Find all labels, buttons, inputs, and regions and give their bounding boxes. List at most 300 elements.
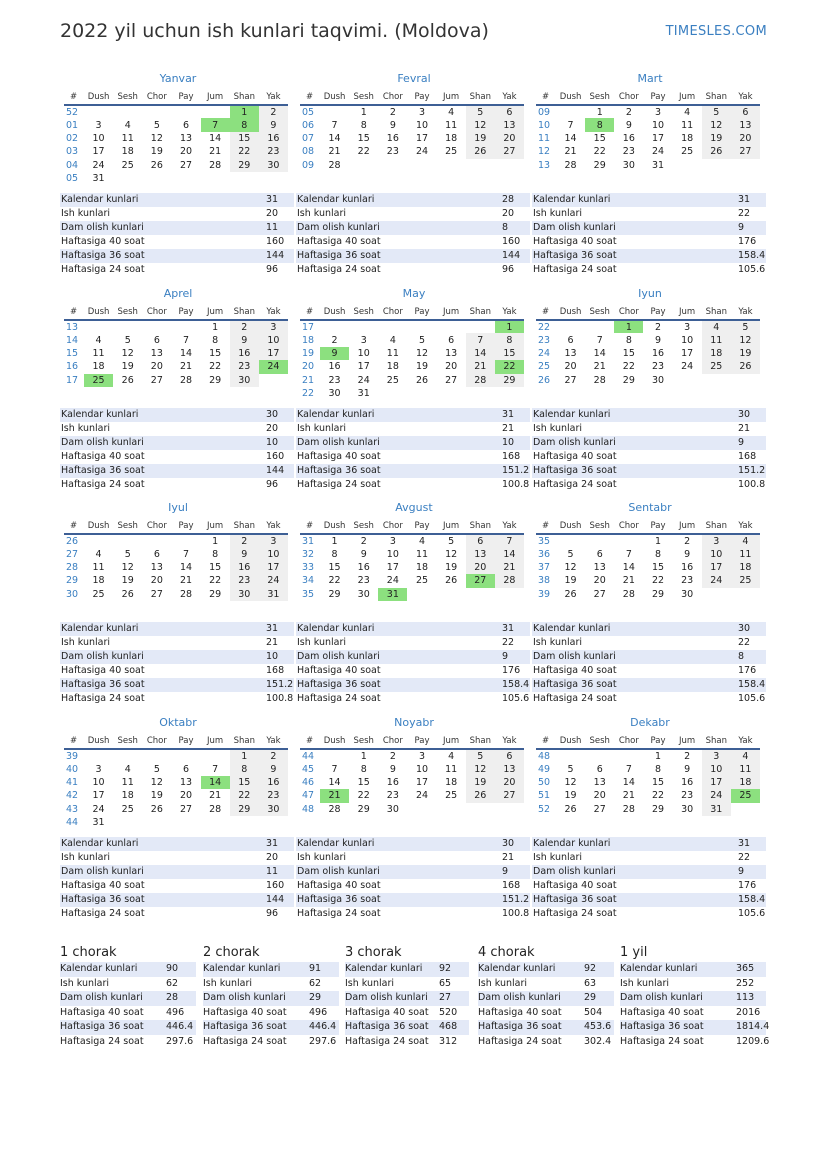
stat-label: Dam olish kunlari xyxy=(533,866,616,877)
day-cell: 6 xyxy=(182,763,190,775)
day-cell: 3 xyxy=(418,106,426,118)
day-cell: 4 xyxy=(731,534,760,547)
day-cell: 16 xyxy=(622,132,635,144)
month-sentabr xyxy=(536,501,764,601)
weekday-header: Yak xyxy=(259,90,288,105)
quarter-value: 446.4 xyxy=(166,1021,194,1032)
day-cell xyxy=(84,105,113,118)
week-number: 41 xyxy=(66,776,79,788)
day-cell: 19 xyxy=(564,790,577,802)
stat-label: Ish kunlari xyxy=(533,637,583,648)
stat-label: Haftasiga 36 soat xyxy=(533,465,617,476)
day-cell: 11 xyxy=(445,763,458,775)
day-cell: 5 xyxy=(466,105,495,118)
day-cell: 4 xyxy=(95,334,102,346)
day-cell: 25 xyxy=(386,374,399,386)
day-cell: 6 xyxy=(182,119,190,131)
day-cell: 20 xyxy=(466,561,495,574)
stat-row xyxy=(532,692,766,706)
quarter-row xyxy=(620,1035,770,1050)
stat-value: 31 xyxy=(738,838,751,849)
quarter-value: 297.6 xyxy=(166,1035,194,1047)
day-cell: 5 xyxy=(124,334,131,346)
weekday-header: Shan xyxy=(466,90,495,105)
day-cell: 21 xyxy=(179,575,193,587)
day-cell: 19 xyxy=(150,790,163,802)
stat-label: Haftasiga 36 soat xyxy=(297,250,381,261)
weekday-header: Dush xyxy=(84,305,113,320)
day-cell: 23 xyxy=(681,575,694,587)
day-cell: 17 xyxy=(92,790,105,802)
quarter-label: Haftasiga 36 soat xyxy=(60,1021,144,1032)
stat-label: Haftasiga 40 soat xyxy=(297,880,381,891)
stat-row xyxy=(296,692,530,706)
month-name: Iyul xyxy=(168,501,188,514)
day-cell: 13 xyxy=(593,776,606,788)
stat-label: Haftasiga 40 soat xyxy=(297,665,381,676)
day-cell xyxy=(171,172,200,185)
day-cell: 19 xyxy=(150,146,163,158)
stat-row xyxy=(60,263,294,277)
quarter-row xyxy=(478,991,614,1006)
weekday-header: Jum xyxy=(201,90,230,105)
weekday-header: Shan xyxy=(466,519,495,534)
weekday-header: Pay xyxy=(171,305,200,320)
quarter-label: Ish kunlari xyxy=(478,977,528,989)
day-cell: 10 xyxy=(357,347,370,359)
stat-label: Haftasiga 40 soat xyxy=(61,880,145,891)
week-row xyxy=(300,132,524,145)
day-cell: 20 xyxy=(495,132,524,145)
day-cell: 26 xyxy=(121,588,134,600)
quarter-label: Haftasiga 24 soat xyxy=(620,1035,704,1047)
day-cell xyxy=(113,172,142,185)
week-number: 23 xyxy=(538,334,551,346)
day-cell: 8 xyxy=(360,763,367,775)
day-cell: 9 xyxy=(654,334,662,346)
quarter-row xyxy=(478,1006,614,1021)
month-aprel xyxy=(64,287,292,387)
week-number: 06 xyxy=(302,119,315,131)
day-cell xyxy=(407,387,436,400)
quarter-value: 312 xyxy=(439,1035,458,1047)
stat-label: Haftasiga 24 soat xyxy=(61,479,145,490)
day-cell: 3 xyxy=(259,320,288,333)
day-cell: 9 xyxy=(360,548,367,560)
stat-label: Kalendar kunlari xyxy=(533,409,611,420)
quarter-rows xyxy=(478,962,614,1049)
day-cell: 2 xyxy=(259,105,288,118)
weekday-header: Shan xyxy=(230,519,259,534)
day-cell: 25 xyxy=(731,789,760,802)
weekday-header: Chor xyxy=(378,734,407,749)
stat-label: Haftasiga 36 soat xyxy=(297,679,381,690)
stat-value: 160 xyxy=(502,236,521,247)
day-cell: 27 xyxy=(731,145,760,158)
stat-row xyxy=(532,436,766,450)
weekday-header: Pay xyxy=(643,519,672,534)
quarter-label: Haftasiga 36 soat xyxy=(478,1021,562,1032)
weekday-header: Dush xyxy=(320,734,349,749)
day-cell: 23 xyxy=(259,145,288,158)
day-cell: 31 xyxy=(92,173,105,185)
stat-label: Haftasiga 40 soat xyxy=(297,451,381,462)
day-cell: 15 xyxy=(230,776,259,789)
quarter-value: 468 xyxy=(439,1021,458,1032)
day-cell: 28 xyxy=(622,803,635,815)
day-cell: 27 xyxy=(179,803,193,815)
day-cell: 13 xyxy=(731,118,760,131)
stat-label: Haftasiga 24 soat xyxy=(533,908,617,919)
week-row xyxy=(300,574,524,587)
weekday-header: Jum xyxy=(437,305,466,320)
week-number: 26 xyxy=(538,374,551,386)
stat-value: 100.8 xyxy=(738,479,766,490)
stat-value: 176 xyxy=(738,665,757,676)
quarter-title: 2 chorak xyxy=(203,945,260,960)
day-cell: 8 xyxy=(495,333,524,346)
day-cell: 19 xyxy=(564,575,577,587)
day-cell: 22 xyxy=(209,361,222,373)
week-row xyxy=(300,320,524,333)
week-row xyxy=(64,145,288,158)
stat-row xyxy=(532,907,766,921)
quarter-row xyxy=(620,962,766,977)
day-cell: 21 xyxy=(328,146,341,158)
stat-value: 8 xyxy=(502,222,509,233)
day-cell: 30 xyxy=(357,588,370,600)
day-cell: 13 xyxy=(466,547,495,560)
stat-row xyxy=(296,408,530,422)
day-cell: 10 xyxy=(702,762,731,775)
day-cell: 10 xyxy=(651,119,665,131)
day-cell: 13 xyxy=(564,347,577,359)
day-cell: 26 xyxy=(121,374,134,386)
day-cell: 31 xyxy=(259,588,288,601)
day-cell: 26 xyxy=(415,374,429,386)
day-cell: 5 xyxy=(448,535,455,547)
stat-value: 151.2 xyxy=(502,894,530,905)
week-row xyxy=(536,347,760,360)
stat-label: Haftasiga 40 soat xyxy=(61,451,145,462)
day-cell: 14 xyxy=(209,132,222,144)
weekday-header: Yak xyxy=(495,305,524,320)
quarter-label: Haftasiga 40 soat xyxy=(203,1006,287,1018)
stat-row xyxy=(60,650,294,664)
week-row xyxy=(300,776,524,789)
stat-row xyxy=(60,851,294,865)
month-stats xyxy=(296,837,530,921)
stat-row xyxy=(532,464,766,478)
week-number: 21 xyxy=(302,374,315,386)
stat-label: Ish kunlari xyxy=(533,208,583,219)
week-row xyxy=(300,105,524,118)
day-cell xyxy=(585,534,614,547)
stat-row xyxy=(532,249,766,263)
day-cell: 28 xyxy=(593,374,606,386)
day-cell: 29 xyxy=(495,374,524,387)
weekday-header: Jum xyxy=(673,305,702,320)
stat-value: 176 xyxy=(502,665,521,676)
stat-value: 31 xyxy=(738,194,751,205)
day-cell: 15 xyxy=(209,347,222,359)
day-cell: 28 xyxy=(179,374,193,386)
stat-value: 144 xyxy=(266,465,285,476)
stat-label: Kalendar kunlari xyxy=(61,623,139,634)
stat-value: 144 xyxy=(266,250,285,261)
day-cell: 19 xyxy=(731,347,760,360)
day-cell xyxy=(171,816,200,829)
quarter-block xyxy=(60,943,196,1049)
day-cell: 18 xyxy=(445,776,458,788)
week-number: 47 xyxy=(302,790,315,802)
quarter-label: Dam olish kunlari xyxy=(60,992,143,1003)
day-cell: 15 xyxy=(357,776,370,788)
day-cell: 30 xyxy=(622,159,635,171)
quarter-title: 4 chorak xyxy=(478,945,535,960)
day-cell: 28 xyxy=(328,803,341,815)
stat-value: 100.8 xyxy=(266,693,294,704)
quarter-value: 2016 xyxy=(736,1006,761,1018)
weekday-header: Chor xyxy=(614,305,643,320)
day-cell xyxy=(201,749,230,762)
stat-value: 31 xyxy=(502,409,515,420)
stat-row xyxy=(296,450,530,464)
day-cell: 23 xyxy=(230,574,259,587)
day-cell: 28 xyxy=(564,159,577,171)
day-cell: 1 xyxy=(331,535,338,547)
quarter-label: Haftasiga 36 soat xyxy=(620,1021,704,1032)
day-cell: 3 xyxy=(418,750,426,762)
day-cell xyxy=(201,172,230,185)
day-cell: 3 xyxy=(259,534,288,547)
weekday-header: Sesh xyxy=(585,305,614,320)
day-cell: 1 xyxy=(495,320,524,333)
day-cell: 30 xyxy=(386,803,399,815)
day-cell: 6 xyxy=(596,548,603,560)
day-cell: 6 xyxy=(596,763,603,775)
day-cell: 21 xyxy=(622,575,635,587)
week-row xyxy=(64,333,288,346)
quarter-value: 252 xyxy=(736,977,755,989)
day-cell xyxy=(466,159,495,172)
day-cell xyxy=(673,374,702,387)
month-calendar-table xyxy=(300,305,524,400)
weekday-header: Sesh xyxy=(113,519,142,534)
day-cell: 16 xyxy=(386,776,399,788)
stat-label: Dam olish kunlari xyxy=(297,651,380,662)
day-cell: 7 xyxy=(331,763,338,775)
day-cell: 2 xyxy=(230,320,259,333)
day-cell: 19 xyxy=(466,776,495,789)
quarter-row xyxy=(345,1035,469,1050)
day-cell: 21 xyxy=(495,561,524,574)
weekday-header: Pay xyxy=(407,305,436,320)
day-cell: 26 xyxy=(702,145,731,158)
day-cell xyxy=(731,803,760,816)
day-cell: 9 xyxy=(389,119,396,131)
stat-value: 9 xyxy=(738,437,745,448)
stat-label: Kalendar kunlari xyxy=(297,623,375,634)
day-cell: 4 xyxy=(448,106,455,118)
quarter-block xyxy=(478,943,614,1049)
stat-value: 30 xyxy=(502,838,515,849)
day-cell: 26 xyxy=(150,159,163,171)
weekday-header: Dush xyxy=(556,519,585,534)
day-cell: 14 xyxy=(622,561,635,573)
stat-value: 22 xyxy=(502,637,515,648)
weekday-header: Jum xyxy=(673,519,702,534)
day-cell: 18 xyxy=(386,361,399,373)
week-row xyxy=(64,132,288,145)
day-cell: 25 xyxy=(702,360,731,373)
week-number: 04 xyxy=(66,159,79,171)
month-stats xyxy=(296,622,530,706)
quarter-value: 92 xyxy=(584,963,597,974)
month-fevral xyxy=(300,72,528,172)
stat-label: Ish kunlari xyxy=(61,852,111,863)
stat-row xyxy=(532,263,766,277)
stat-row xyxy=(60,678,294,692)
stat-row xyxy=(296,907,530,921)
stat-value: 20 xyxy=(266,423,279,434)
weekday-header: Dush xyxy=(556,305,585,320)
day-cell: 16 xyxy=(230,347,259,360)
day-cell: 26 xyxy=(150,803,163,815)
brand-logo-link[interactable]: TIMESLES.COM xyxy=(665,24,767,39)
day-cell: 7 xyxy=(466,333,495,346)
month-avgust xyxy=(300,501,528,601)
stat-row xyxy=(60,907,294,921)
day-cell: 17 xyxy=(259,561,288,574)
stat-value: 9 xyxy=(502,866,509,877)
stat-value: 144 xyxy=(266,894,285,905)
weekday-header: Yak xyxy=(731,305,760,320)
quarter-row xyxy=(203,962,339,977)
weekday-header: Yak xyxy=(495,734,524,749)
day-cell xyxy=(437,588,466,601)
day-cell: 18 xyxy=(681,132,694,144)
week-row xyxy=(64,816,288,829)
day-cell: 18 xyxy=(121,790,134,802)
day-cell: 20 xyxy=(179,146,193,158)
day-cell: 18 xyxy=(121,146,134,158)
stat-label: Haftasiga 36 soat xyxy=(61,465,145,476)
day-cell: 5 xyxy=(153,119,160,131)
day-cell: 20 xyxy=(593,575,606,587)
quarter-row xyxy=(345,1020,469,1035)
month-name: Iyun xyxy=(638,287,662,300)
month-name: Mart xyxy=(637,72,663,85)
day-cell: 9 xyxy=(684,548,691,560)
weekday-header: Chor xyxy=(378,90,407,105)
day-cell: 8 xyxy=(625,334,632,346)
stat-row xyxy=(60,879,294,893)
day-cell: 20 xyxy=(564,361,577,373)
week-number: 16 xyxy=(66,361,79,373)
weekday-header: Pay xyxy=(171,519,200,534)
stat-value: 21 xyxy=(502,423,515,434)
day-cell: 29 xyxy=(328,588,341,600)
day-cell: 8 xyxy=(230,118,259,131)
week-row xyxy=(64,762,288,775)
weekday-header: Pay xyxy=(643,305,672,320)
weekday-header: Shan xyxy=(230,305,259,320)
day-cell: 24 xyxy=(92,803,105,815)
week-number: 09 xyxy=(302,159,315,171)
day-cell: 14 xyxy=(328,132,341,144)
stat-value: 105.6 xyxy=(738,693,766,704)
quarter-block xyxy=(203,943,339,1049)
stat-label: Kalendar kunlari xyxy=(61,409,139,420)
day-cell xyxy=(673,159,702,172)
weekday-header: # xyxy=(300,734,320,749)
day-cell xyxy=(378,387,407,400)
quarter-value: 520 xyxy=(439,1006,458,1018)
day-cell: 6 xyxy=(448,334,455,346)
day-cell: 27 xyxy=(593,803,606,815)
day-cell: 12 xyxy=(564,776,577,788)
stat-row xyxy=(60,408,294,422)
stat-value: 10 xyxy=(266,437,279,448)
day-cell: 24 xyxy=(92,159,105,171)
day-cell: 20 xyxy=(150,575,163,587)
stat-value: 11 xyxy=(266,866,279,877)
stat-row xyxy=(296,678,530,692)
week-row xyxy=(536,534,760,547)
week-number: 38 xyxy=(538,575,551,587)
week-row xyxy=(64,547,288,560)
day-cell: 11 xyxy=(731,547,760,560)
week-row xyxy=(300,561,524,574)
month-name: Oktabr xyxy=(159,716,197,729)
day-cell: 20 xyxy=(445,361,458,373)
stat-row xyxy=(296,650,530,664)
day-cell: 22 xyxy=(230,789,259,802)
day-cell: 14 xyxy=(201,776,230,789)
day-cell: 2 xyxy=(360,535,367,547)
day-cell: 16 xyxy=(651,347,665,359)
stat-value: 22 xyxy=(738,208,751,219)
stat-value: 30 xyxy=(738,623,751,634)
day-cell: 8 xyxy=(212,548,219,560)
day-cell: 13 xyxy=(150,561,163,573)
day-cell xyxy=(437,320,466,333)
day-cell: 6 xyxy=(153,548,160,560)
day-cell: 12 xyxy=(466,118,495,131)
stat-value: 9 xyxy=(738,222,745,233)
month-name: May xyxy=(402,287,426,300)
week-row xyxy=(536,547,760,560)
day-cell: 18 xyxy=(731,776,760,789)
day-cell xyxy=(585,320,614,333)
day-cell: 23 xyxy=(651,361,665,373)
day-cell: 8 xyxy=(654,763,662,775)
day-cell: 22 xyxy=(495,360,524,373)
weekday-header: Yak xyxy=(495,90,524,105)
day-cell: 11 xyxy=(121,132,134,144)
week-number: 08 xyxy=(302,146,315,158)
day-cell: 2 xyxy=(331,334,338,346)
day-cell xyxy=(113,534,142,547)
day-cell: 27 xyxy=(179,159,193,171)
week-row xyxy=(300,588,524,601)
day-cell: 28 xyxy=(328,159,341,171)
month-stats xyxy=(532,408,766,492)
quarter-row xyxy=(203,991,339,1006)
day-cell: 27 xyxy=(564,374,577,386)
stat-row xyxy=(532,664,766,678)
